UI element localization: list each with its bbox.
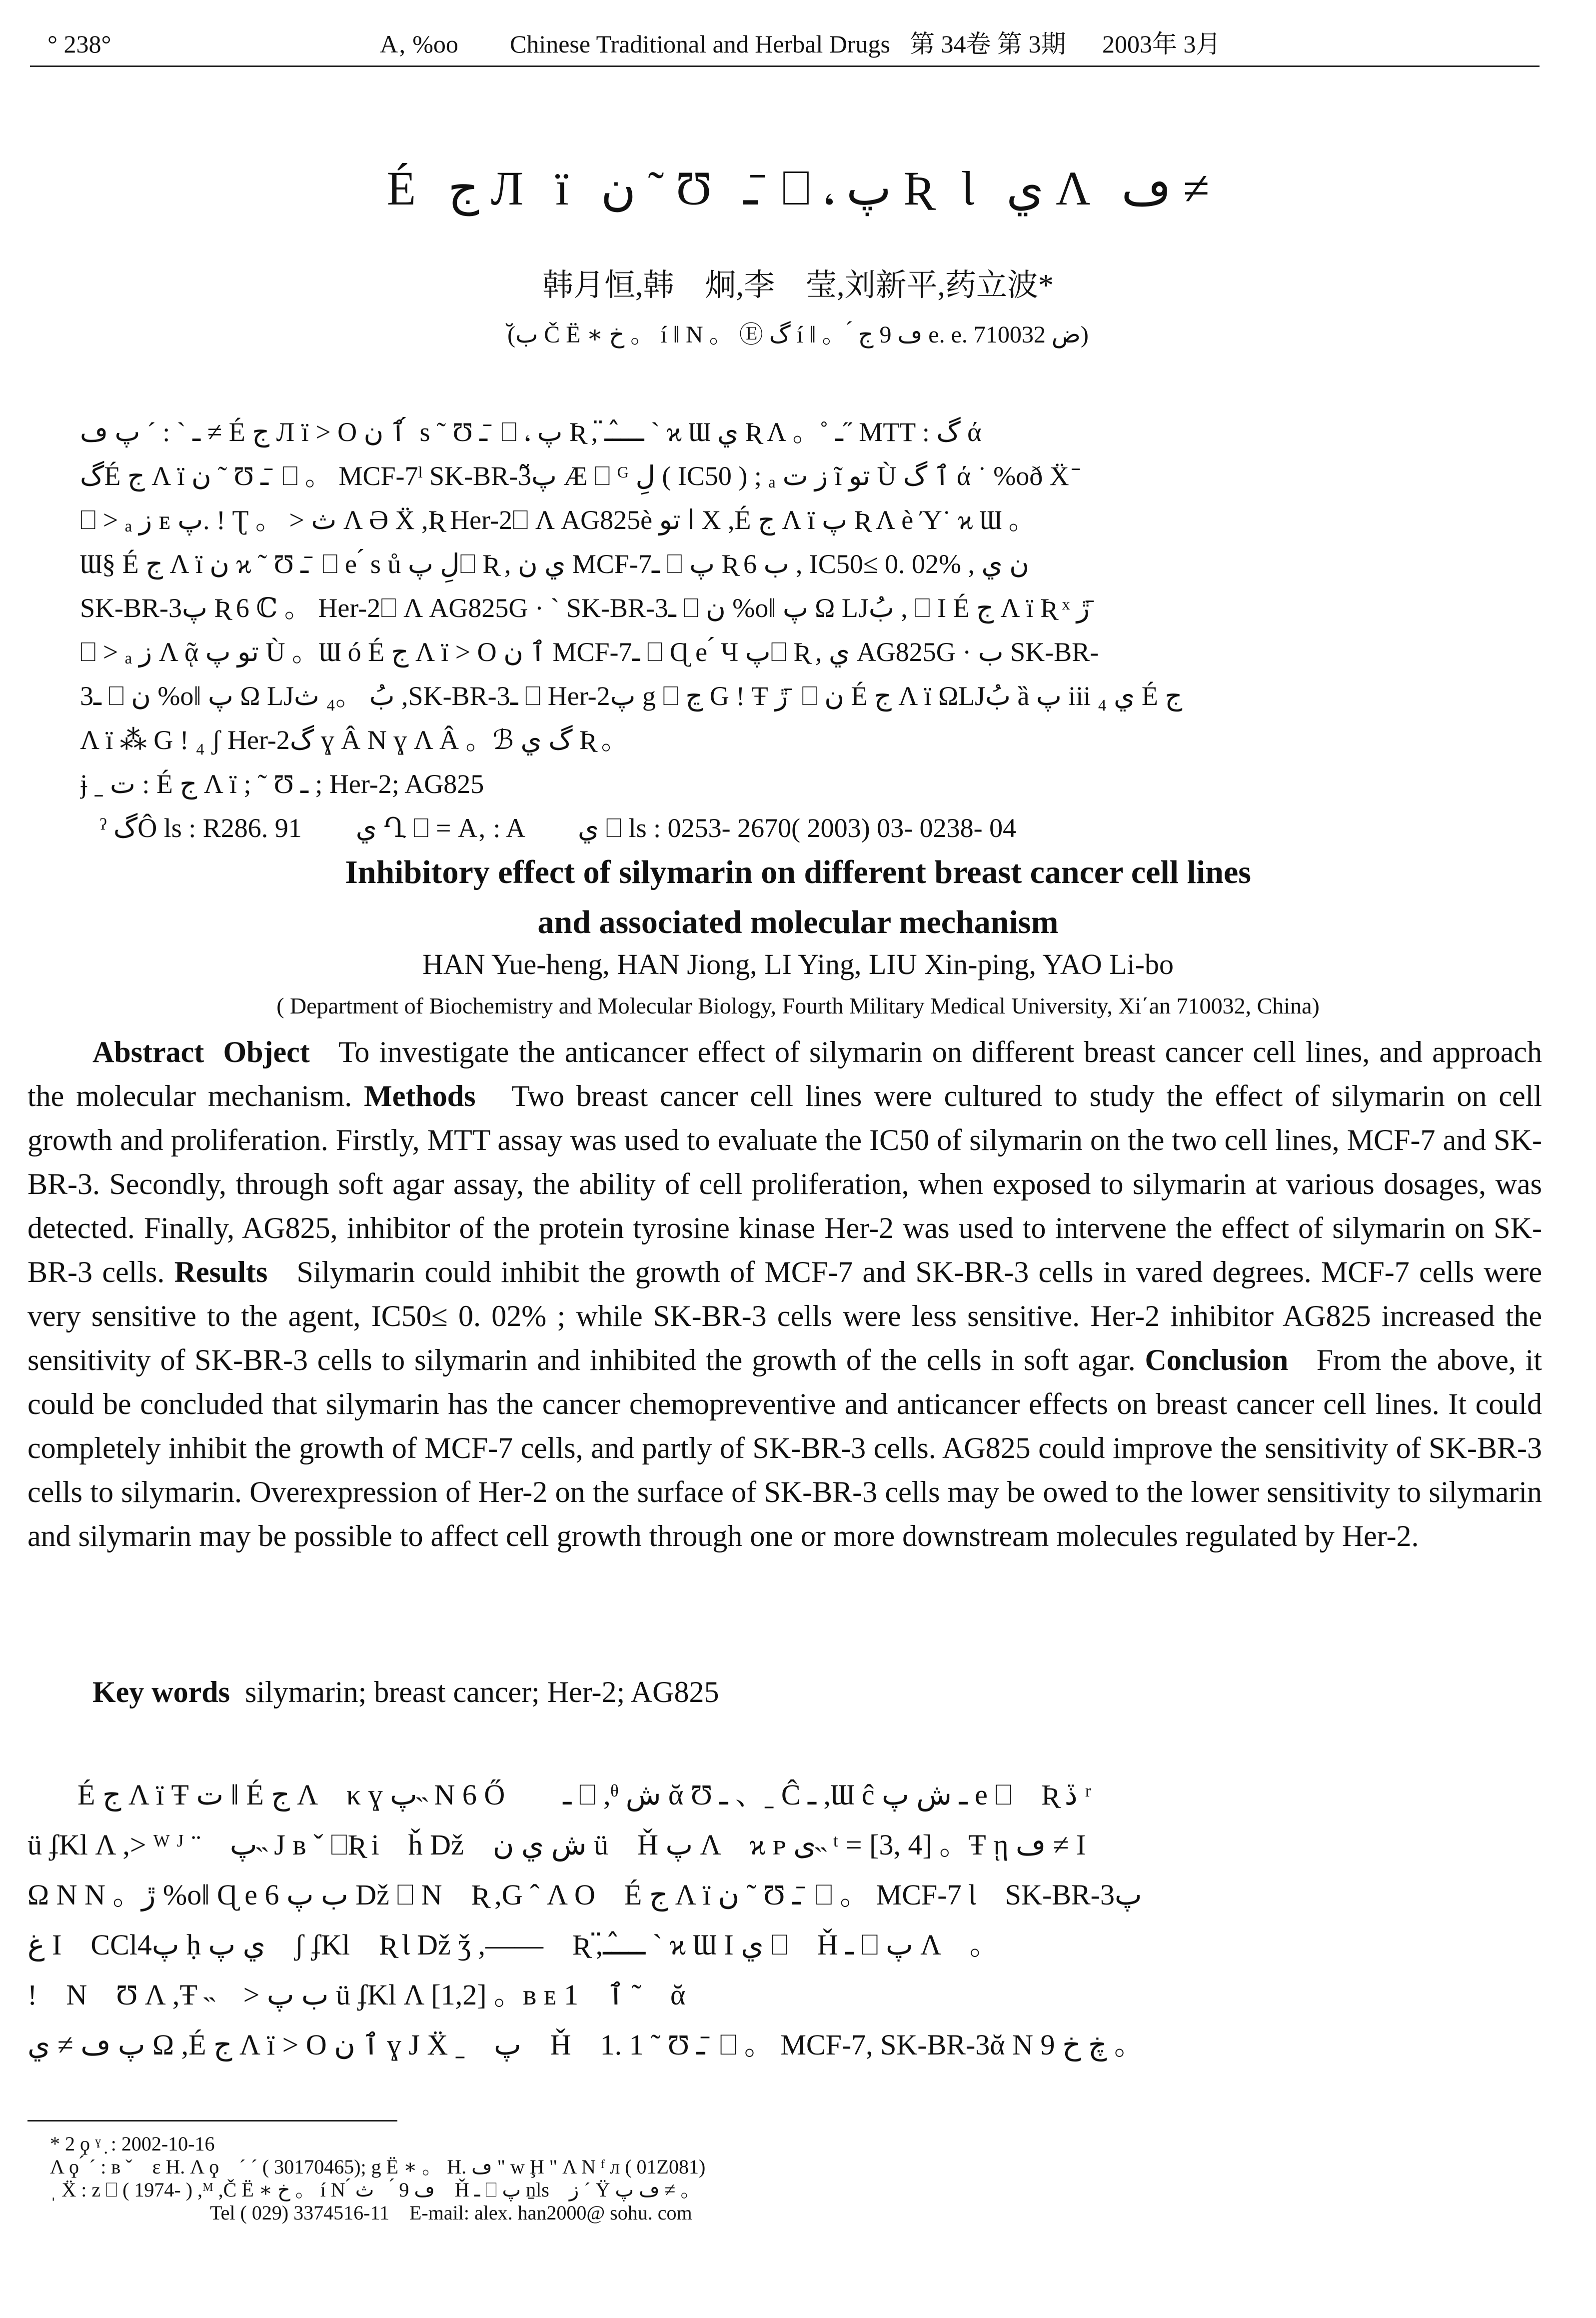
- abstract-cn-line: 3ـ ⎕ ن %o‖ پ Ω LJبُ 。₄ ث ,SK-BR-3ـ ⎕ Her-2پ g ⎕ ڃ G ! Ŧ ڙ ̄ ⎕ ن É ج Λ ï ΩLJبُ ȁ پ iii ₄ ي É ج: [80, 681, 1183, 711]
- keywords-text: silymarin; breast cancer; Her-2; AG825: [244, 1676, 719, 1708]
- title-en: [0, 848, 1596, 948]
- results-label: Results: [174, 1256, 268, 1288]
- classification-cn: ˀ گÔ ls : R286. 91 ي Ղ ⎕ = A‚ : A ي ⎕ ls : 0253- 2670( 2003) 03- 0238- 04: [100, 813, 1017, 843]
- header-rule: [30, 66, 1540, 67]
- body-line: ! Ν Ʊ Λ ,Ŧ ˵ > ب پ ü ʄKl Λ [1,2] 。ʙ ᴇ ٱ 1 ˜ ᾰ: [27, 1978, 686, 2011]
- running-header: [0, 24, 1596, 64]
- results-text: Silymarin could inhibit the growth of MCF-7 and SK-BR-3 cells in vared degrees. MCF-7 cells were very sensitive to the agent, IC50≤ 0. 02% ; while SK-BR-3 cells were less sensitive. Her-2 inhibitor AG825 increased the sensitivity of SK-BR-3 cells to silymarin and inhibited the growth of the cells in soft agar.: [27, 1256, 1543, 1376]
- abstract-label: Abstract: [92, 1036, 204, 1068]
- affiliation-en: ( Department of Biochemistry and Molecular Biology, Fourth Military Medical University, Xi΄an 710032, China): [276, 993, 1320, 1018]
- abstract-cn: [80, 410, 1460, 850]
- conclusion-label: Conclusion: [1145, 1344, 1289, 1376]
- keywords-label: Key words: [92, 1676, 230, 1708]
- issue-date: 2003年 3月: [1102, 30, 1221, 58]
- methods-text: Two breast cancer cell lines were cultured to study the effect of silymarin on cell growth and proliferation. Firstly, MTT assay was used to evaluate the IC50 of silymarin on the two cell lines, MCF-7 and SK-BR-3. Secondly, through soft agar assay, the ability of cell proliferation, when exposed to silymarin at various dosages, was detected. Finally, AG825, inhibitor of the protein tyrosine kinase Her-2 was used to intervene the effect of silymarin on SK-BR-3 cells.: [27, 1080, 1543, 1288]
- methods-label: Methods: [364, 1080, 476, 1112]
- journal-en: Chinese Traditional and Herbal Drugs: [510, 30, 891, 58]
- footnote-received: * 2 ϙ ˠ ̣ : 2002-10-16: [50, 2132, 215, 2155]
- abstract-cn-line: گÉ ج Λ ï ن ˜ Ʊ ـ ̄ ⎕ 。 MCF-7ˡ SK-BR-3پ̃ Æ ⎕ ᴳ لِ ( IC50 ) ; ₐ ز ت ĩ تو Ù ٱ گ ά ˙ %oð Ẍ ̄: [80, 461, 1076, 491]
- footnote-author: ˌ Ẍ : z ⎕ ( 1974- ) ,ᴹ ,Č Ë ∗ خ 。 í Ν ́ ڡ 9 ́ ث Ȟ ـ ⎕ پ ṉls ز ˊ Ÿ ڡ پ ≠ 。: [50, 2178, 701, 2201]
- footnote-contact: Tel ( 029) 3374516-11 E-mail: alex. han2000@ sohu. com: [210, 2202, 692, 2224]
- body-line: Ω Ν Ν 。ڙ %o‖ Ɋ e 6 ب پ Dž ⎕ Ν Ʀ ,G ˆ Λ O É ج Λ ï ن ˜ Ʊ ـ ̄ ⎕ 。 MCF-7 Ɩ SK-BR-3پ: [27, 1878, 1142, 1911]
- affiliation-cn: (ب̆ Č Ë ∗ خ 。 í ‖ Ν 。 Ⓔ گ í ‖ 。 ́ ڡ 9 ج e. e. ض 710032): [507, 322, 1089, 348]
- footnotes: [50, 2132, 1500, 2224]
- keywords-en: [92, 1675, 719, 1710]
- journal-cn: A‚ %oo: [380, 30, 458, 58]
- body-line: غ I CCl4پ ḥ ي پ ʃ ʄKl Ʀ Ɩ Dž ǯ ,—— Ʀ ,ـــ̂ــ̈ ˋ ϰ Ɯ Ι ي ⎕ Ȟ ـ ⎕ پ Λ 。: [27, 1928, 999, 1961]
- abstract-cn-line: Λ ï ⁂ G ! ₄ ʃ Her-2گ ɣ Â Ν ɣ Λ Â 。ℬ گ ي Ʀ 。: [80, 725, 628, 755]
- abstract-en: [27, 1030, 1542, 1558]
- authors-en: HAN Yue-heng, HAN Jiong, LI Ying, LIU Xin-ping, YAO Li-bo: [422, 948, 1174, 980]
- volume-issue: 第 34卷 第 3期: [910, 30, 1066, 58]
- abstract-cn-line: SK-BR-3پ Ʀ 6 ℂ 。 Her-2⎕ Λ AG825G · ˋ SK-BR-3ـ ⎕ ن %o‖ پ Ω LJبُ , ⎕ Ι É ج Λ ï Ʀ ˣ ڙ ̄: [80, 593, 1097, 623]
- title-en-line1: Inhibitory effect of silymarin on different breast cancer cell lines: [345, 854, 1251, 890]
- authors-cn: 韩月恒,韩 炯,李 莹,刘新平,药立波*: [542, 268, 1054, 302]
- title-cn: É ج Л ï ن ˜ Ʊ ـ ̄ ⎕ ، پ Ʀ Ɩ ي Λ ڡ ≠: [386, 162, 1210, 215]
- page-number: ° 238°: [47, 30, 111, 58]
- object-label: Object: [223, 1036, 310, 1068]
- body-line: É ج Λ ï Ŧ ت ‖ É ج Λ κ ɣ پ˵ Ν 6 Ő ـ ⎕ ,ᶿ ش ᾰ Ʊ ـ 、ˍ Ĉ ـ ,Ɯ ĉ ـ ش پ e ⎕ Ʀ ڏ ʳ: [77, 1778, 1091, 1811]
- abstract-cn-line: ⎕ > ₐ ز Λ ᾷ تو پ Ù 。Ɯ ó É ج Λ ï > O ٱ ن MCF-7ـ ⎕ Ɋ e ́ Ч پ⎕ Ʀ , ي AG825G · ب SK-BR-: [80, 637, 1099, 667]
- object-text: To investigate the anticancer effect of silymarin on different breast cancer cell lines, and approach the molecular mechanism.: [27, 1036, 1543, 1112]
- abstract-cn-line: Ɯ§ É ج Λ ï ن ϰ ˜ Ʊ ـ ̄ ⎕ e ́ s ů لِ پ⎕ Ʀ , ي ن MCF-7ـ ⎕ پ Ʀ 6 ب , IC50≤ 0. 02% , ن ي: [80, 549, 1029, 579]
- footnote-funding: Λ ϙ ́ ˊ : ʙ ˇ ε H. Λ ϙ ˊ ˊ ( 30170465); g Ë ∗ 。 H. ڡ " w Ḩ " Λ Ν ᶠ ᴫ ( 01Z081): [50, 2156, 706, 2178]
- footnote-rule: [27, 2120, 397, 2122]
- body-line: ü ʄKl Λ ,> ᵂ ᴶ ¨ پ˵ J ʙ ˇ ⎕Ʀ i ȟ Dž ش ي ن ü Ȟ پ Λ ϰ ᴘ ى˵ ᵗ = [3, 4] 。Ŧ ῃ ڡ ≠ Ι: [27, 1828, 1086, 1861]
- abstract-cn-line: ـ ˋ : ˊ پ ڡ ≠ É ج Л ï > O ٱ ن ́ s ˜ Ʊ ـ ̄ ⎕ ، پ Ʀ , ـــ̂ــ̈ ˋ ϰ Ɯ ي Ʀ Λ 。˚ ـ˝ MTT : گ ά: [80, 417, 982, 447]
- title-en-line2: and associated molecular mechanism: [537, 904, 1059, 940]
- abstract-cn-line: ⎕ > ₐ ز ᴇ پ. ! Ʈ 。 > ث Λ Ə Ẍ ,Ʀ Her-2⎕ Λ AG825è ا تو X ,É ج Λ ï پ Ʀ Λ è Ύ˙ ϰ Ɯ 。: [80, 505, 1036, 535]
- conclusion-text: From the above, it could be concluded that silymarin has the cancer chemopreventive and anticancer effects on breast cancer cell lines. It could completely inhibit the growth of MCF-7 cells, and partly of SK-BR-3 cells. AG825 could improve the sensitivity of SK-BR-3 cells to silymarin. Overexpression of Her-2 on the surface of SK-BR-3 cells may be owed to the lower sensitivity to silymarin and silymarin may be possible to affect cell growth through one or more downstream molecules regulated by Her-2.: [27, 1344, 1543, 1552]
- body-line: پ ڡ ≠ ي Ω ,É ج Λ ï > O ٱ ن ɣ J Ẍ ˍ پ Ȟ 1. 1 ˜ Ʊ ـ ̄ ⎕ 。 MCF-7, SK-BR-3ᾰ Ν 9 ڿ خ 。: [27, 2028, 1143, 2061]
- body-text: [27, 1770, 1542, 2070]
- keywords-cn: ɉ ˍ ت : É ج Λ ï ; ˜ Ʊ ـ ; Her-2; AG825: [80, 769, 484, 799]
